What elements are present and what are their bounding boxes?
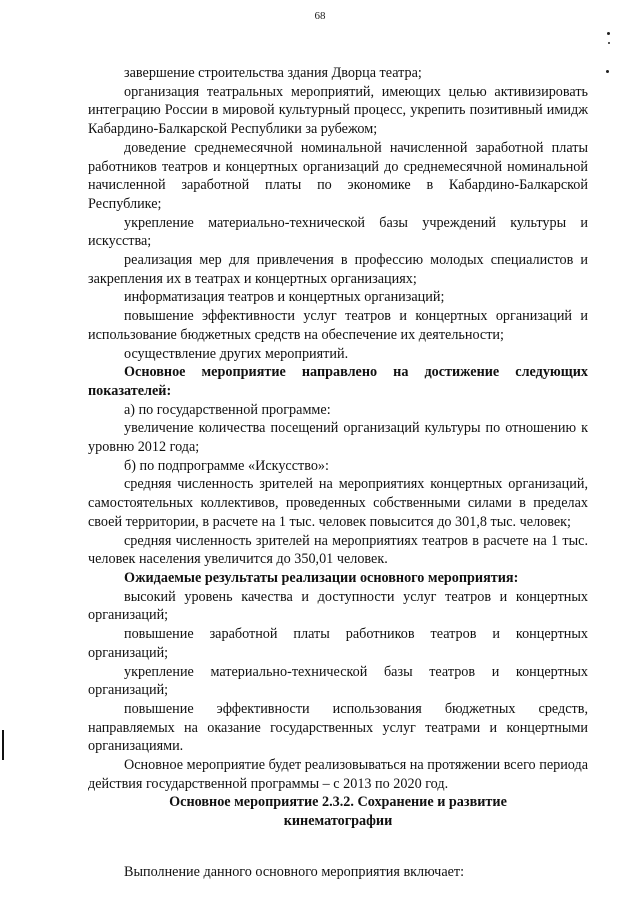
paragraph-list [88, 64, 588, 793]
document-body [88, 64, 588, 882]
paragraph: укрепление материально-технической базы учреждений культуры и искусства; [88, 214, 588, 250]
paragraph: организация театральных мероприятий, имеющих целью активизировать интеграцию России в мировой культурный процесс, укрепить позитивный имидж Кабардино-Балкарской Республики за рубежом; [88, 83, 588, 138]
paragraph: повышение эффективности использования бюджетных средств, направляемых на оказание государственных услуг театрами и концертными организациями. [88, 700, 588, 755]
paragraph: б) по подпрограмме «Искусство»: [124, 457, 329, 474]
paragraph: высокий уровень качества и доступности услуг театров и концертных организаций; [88, 588, 588, 624]
scan-speck [607, 32, 610, 35]
paragraph: Основное мероприятие направлено на достижение следующих показателей: [88, 364, 588, 399]
paragraph: средняя численность зрителей на мероприятиях театров в расчете на 1 тыс. человек населения увеличится до 350,01 человек. [88, 532, 588, 568]
paragraph: укрепление материально-технической базы театров и концертных организаций; [88, 663, 588, 699]
paragraph: реализация мер для привлечения в профессию молодых специалистов и закрепления их в театрах и концертных организациях; [88, 252, 588, 287]
scan-edge-mark [2, 730, 4, 760]
paragraph: повышение эффективности услуг театров и концертных организаций и использование бюджетных средств на обеспечение их деятельности; [88, 308, 588, 343]
final-paragraph: Выполнение данного основного мероприятия включает: [124, 863, 465, 880]
paragraph: увеличение количества посещений организаций культуры по отношению к уровню 2012 года; [88, 420, 588, 456]
section-heading-line-2: кинематографии [283, 813, 393, 830]
page-number: 68 [314, 10, 326, 22]
scan-speck [608, 42, 610, 44]
paragraph: Ожидаемые результаты реализации основного мероприятия: [124, 569, 519, 586]
section-heading-line-1: Основное мероприятие 2.3.2. Сохранение и развитие [169, 794, 507, 811]
paragraph: а) по государственной программе: [124, 401, 331, 418]
paragraph: доведение среднемесячной номинальной начисленной заработной платы работников театров и концертных организаций до среднемесячной номинальной начисленной заработной платы по экономике в Кабардино-Балкарской Республике; [88, 139, 588, 212]
paragraph: средняя численность зрителей на мероприятиях концертных организаций, самостоятельных коллективов, проведенных собственными силами в пределах своей территории, в расчете на 1 тыс. человек повысится до 301,8 тыс. человек; [88, 476, 588, 530]
scan-speck [606, 70, 609, 73]
paragraph: завершение строительства здания Дворца театра; [124, 65, 422, 81]
spacer [88, 831, 588, 863]
paragraph: повышение заработной платы работников театров и концертных организаций; [88, 626, 588, 661]
paragraph: Основное мероприятие будет реализовываться на протяжении всего периода действия государственной программы – с 2013 по 2020 год. [88, 757, 588, 792]
paragraph: осуществление других мероприятий. [124, 345, 349, 362]
section-heading [88, 793, 588, 830]
paragraph: информатизация театров и концертных организаций; [124, 289, 445, 306]
